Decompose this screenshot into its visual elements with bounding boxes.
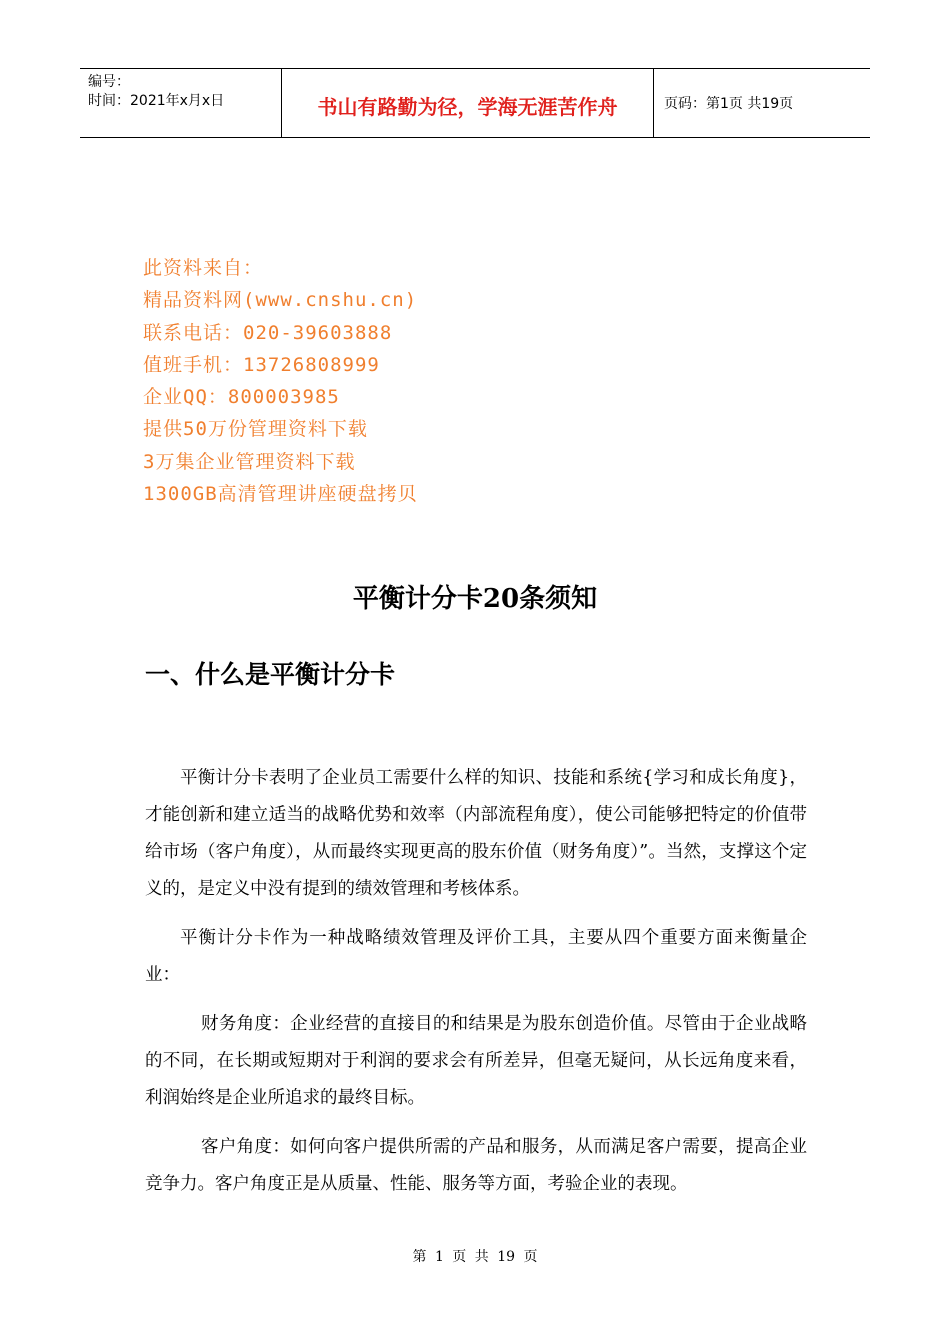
page-header [80, 68, 870, 138]
source-line: 联系电话：020-39603888 [143, 321, 393, 344]
source-line: 企业QQ：800003985 [143, 386, 340, 409]
header-meta [80, 69, 282, 137]
document-number: 编号： [88, 74, 130, 90]
paragraph: 平衡计分卡作为一种战略绩效管理及评价工具，主要从四个重要方面来衡量企业： [145, 928, 807, 985]
section-heading: 一、什么是平衡计分卡 [145, 660, 396, 689]
document-time: 时间：2021年x月x日 [88, 93, 225, 109]
document-title: 平衡计分卡20条须知 [352, 584, 598, 614]
source-line: 此资料来自： [143, 257, 264, 279]
paragraph: 平衡计分卡表明了企业员工需要什么样的知识、技能和系统{学习和成长角度}，才能创新和建立适当的战略优势和效率（内部流程角度），使公司能够把特定的价值带给市场（客户角度），从而最终实现更高的股东价值（财务角度）”。当然，支撑这个定义的，是定义中没有提到的绩效管理和考核体系。 [145, 768, 807, 899]
source-line: 精品资料网(www.cnshu.cn) [143, 289, 418, 312]
source-line: 1300GB高清管理讲座硬盘拷贝 [143, 483, 418, 506]
paragraph: 财务角度：企业经营的直接目的和结果是为股东创造价值。尽管由于企业战略的不同，在长期或短期对于利润的要求会有所差异，但毫无疑问，从长远角度来看，利润始终是企业所追求的最终目标。 [145, 1014, 807, 1108]
document-body [145, 760, 807, 1215]
source-line: 3万集企业管理资料下载 [143, 450, 356, 473]
source-line: 提供50万份管理资料下载 [143, 418, 368, 441]
page-footer: 第 1 页 共 19 页 [412, 1249, 538, 1265]
header-page-info: 页码：第1页 共19页 [664, 96, 794, 112]
source-info [143, 252, 418, 510]
header-motto: 书山有路勤为径，学海无涯苦作舟 [282, 69, 654, 137]
paragraph: 客户角度：如何向客户提供所需的产品和服务，从而满足客户需要，提高企业竞争力。客户角度正是从质量、性能、服务等方面，考验企业的表现。 [145, 1137, 807, 1194]
source-line: 值班手机：13726808999 [143, 353, 380, 376]
